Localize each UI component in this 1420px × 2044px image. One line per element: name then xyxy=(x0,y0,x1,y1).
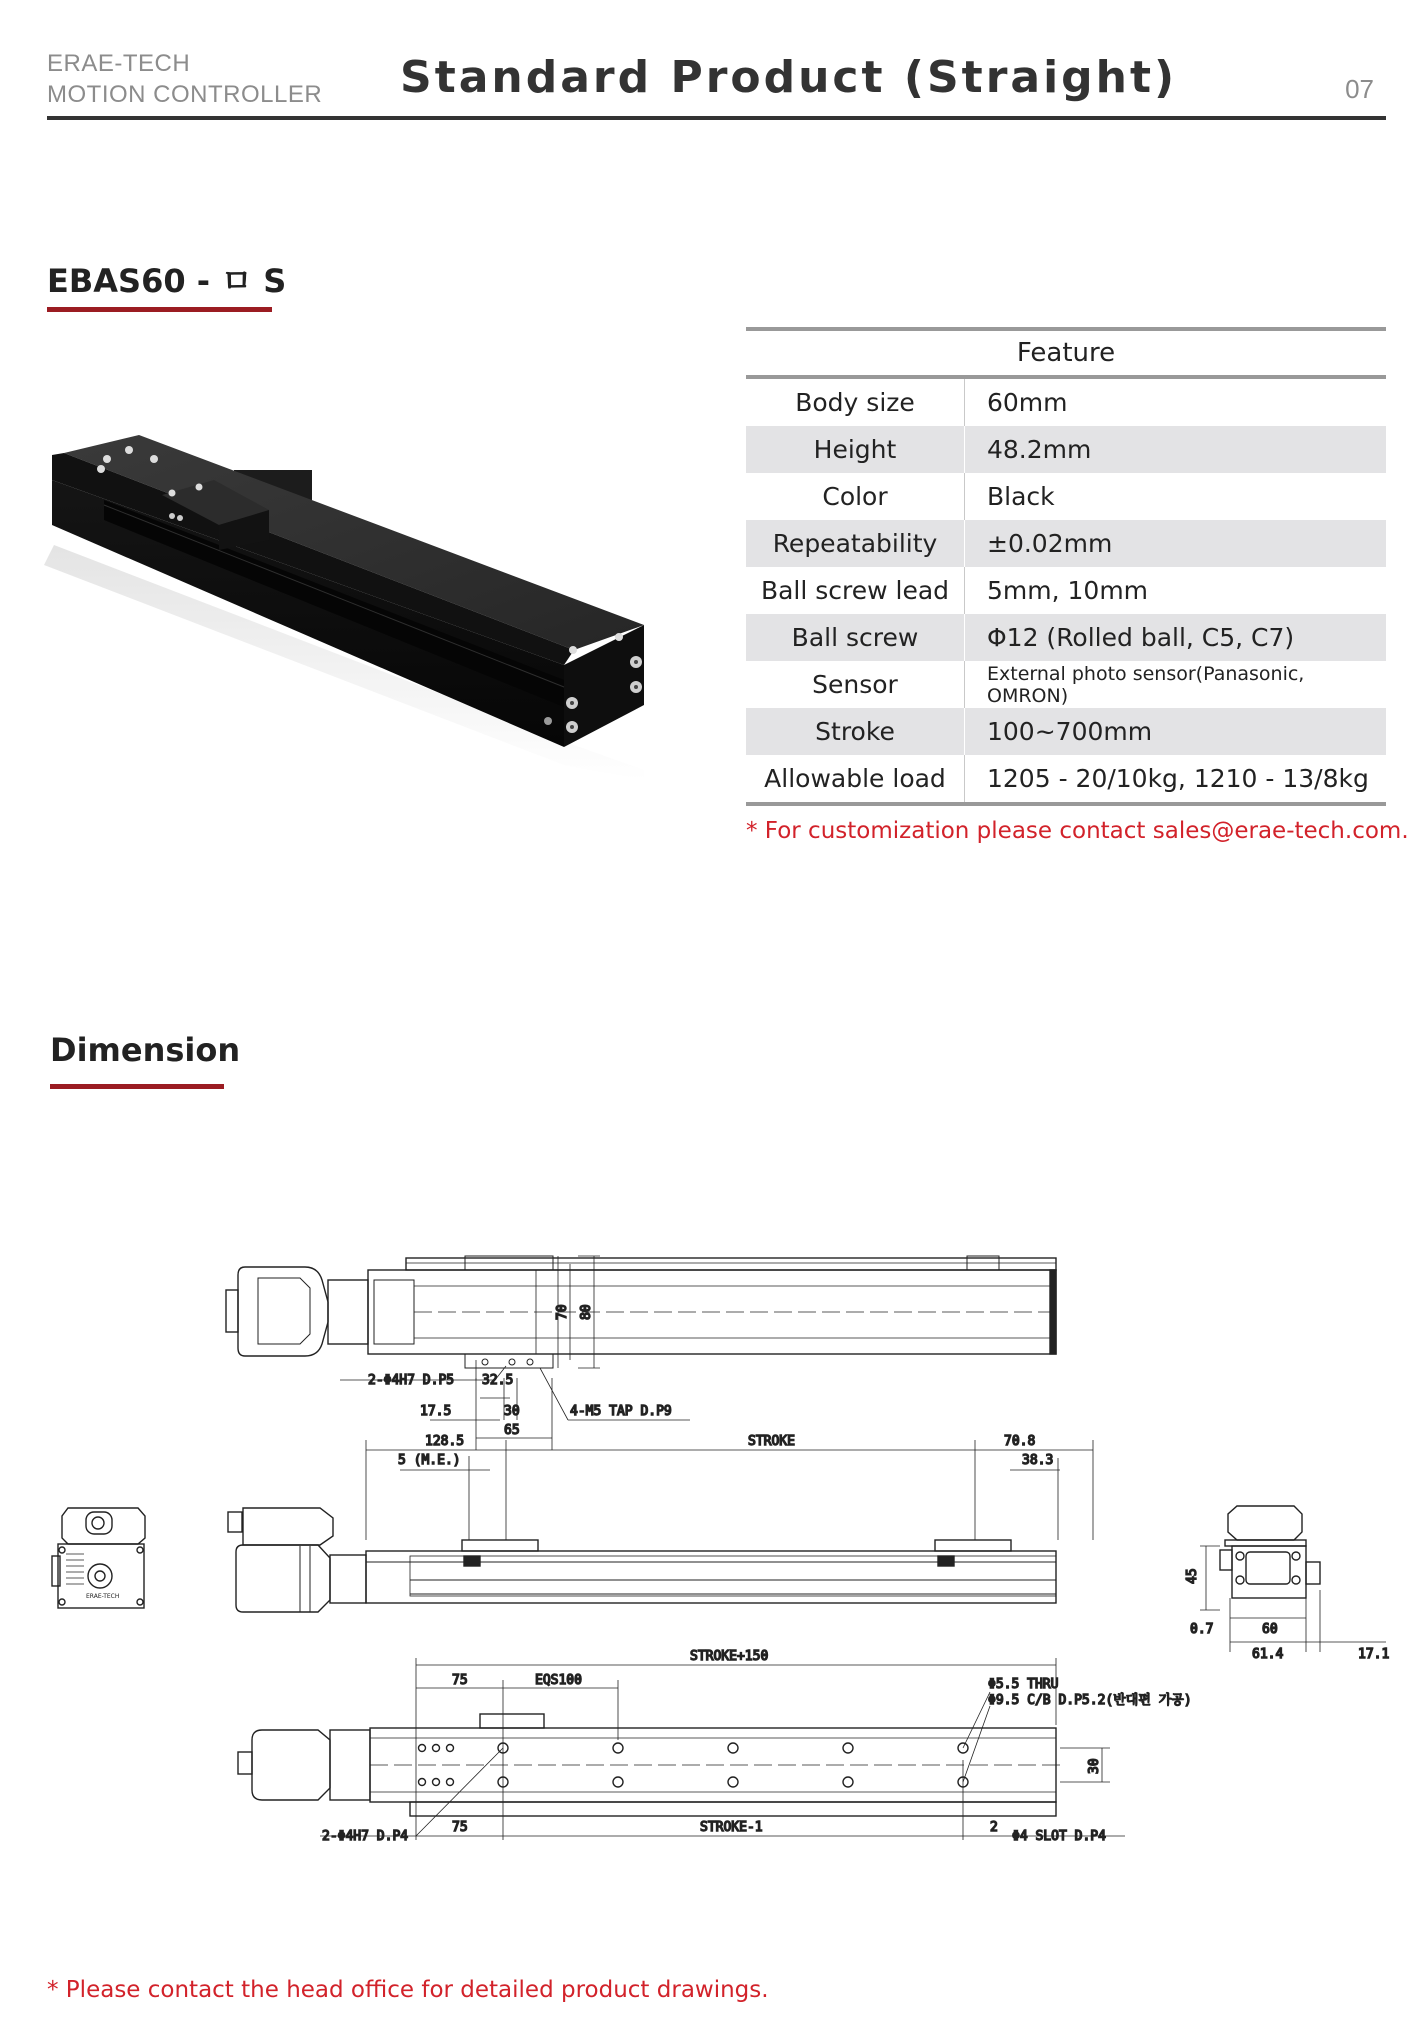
drawings-note: * Please contact the head office for detailed product drawings. xyxy=(47,1977,769,2003)
spec-key: Allowable load xyxy=(746,755,965,804)
dim-label: STROKE-1 xyxy=(700,1820,763,1835)
dim-label: EQS100 xyxy=(535,1673,582,1688)
spec-value: 5mm, 10mm xyxy=(987,576,1149,605)
page-number: 07 xyxy=(1345,74,1374,104)
dim-label: 65 xyxy=(504,1423,520,1438)
header-rule xyxy=(47,116,1386,120)
right-end-view xyxy=(1200,1506,1386,1652)
dim-label: 38.3 xyxy=(1022,1453,1054,1468)
spec-row xyxy=(746,661,1386,708)
dim-label: 17.5 xyxy=(420,1404,452,1419)
dim-label: 60 xyxy=(1262,1622,1278,1637)
dim-label: STROKE+150 xyxy=(690,1649,769,1664)
dim-label: 61.4 xyxy=(1252,1647,1284,1662)
dim-label: 30 xyxy=(1087,1758,1102,1774)
spec-key: Color xyxy=(746,473,965,520)
carriage-bolt-icon xyxy=(169,490,176,497)
dim-label: 5 (M.E.) xyxy=(398,1453,461,1468)
spec-value: ±0.02mm xyxy=(965,520,1387,567)
dim-label: 75 xyxy=(452,1673,468,1688)
dim-label: 128.5 xyxy=(425,1434,465,1449)
spec-key: Sensor xyxy=(746,661,965,708)
spec-value: 1205 - 20/10kg, 1210 - 13/8kg xyxy=(987,764,1369,793)
dim-label: Φ9.5 C/B D.P5.2(반대편 가공) xyxy=(988,1693,1192,1708)
side-view xyxy=(228,1440,1093,1612)
dim-label: 75 xyxy=(452,1820,468,1835)
product-image xyxy=(44,425,654,785)
spec-value: Black xyxy=(987,482,1055,511)
dim-label: 2-Φ4H7 D.P4 xyxy=(322,1829,409,1844)
dim-label: STROKE xyxy=(748,1434,795,1449)
dim-label: 30 xyxy=(504,1404,520,1419)
dimension-heading: Dimension xyxy=(50,1031,241,1069)
brand-line-1: ERAE-TECH xyxy=(47,50,191,77)
dim-label: 17.1 xyxy=(1358,1647,1390,1662)
spec-value: 60mm xyxy=(987,388,1068,417)
carriage-bolt-icon xyxy=(196,484,203,491)
brand-logo-icon xyxy=(88,1564,112,1588)
spec-row xyxy=(746,708,1386,755)
spec-key: Stroke xyxy=(746,708,965,755)
product-model-heading: EBAS60 - ㅁ S xyxy=(47,262,287,300)
spec-row xyxy=(746,426,1386,473)
dim-label: 4-M5 TAP D.P9 xyxy=(570,1404,672,1419)
spec-table-header-row xyxy=(746,329,1386,377)
spec-value: External photo sensor(Panasonic, OMRON) xyxy=(987,662,1305,707)
spec-key: Repeatability xyxy=(746,520,965,567)
mounting-bolt-icon xyxy=(97,465,105,473)
spec-value: 48.2mm xyxy=(965,426,1387,473)
dimension-drawing xyxy=(0,1240,1420,1860)
dim-label: 70 xyxy=(555,1304,570,1320)
spec-table xyxy=(746,327,1386,806)
spec-row xyxy=(746,377,1386,426)
dim-label: 2 xyxy=(990,1820,998,1835)
dim-label: Φ4 SLOT D.P4 xyxy=(1012,1829,1106,1844)
spec-row xyxy=(746,755,1386,804)
spec-value: Φ12 (Rolled ball, C5, C7) xyxy=(965,614,1387,661)
spec-table-header: Feature xyxy=(1016,338,1116,368)
spec-row xyxy=(746,567,1386,614)
page-title: Standard Product (Straight) xyxy=(400,52,1178,103)
spec-table-container xyxy=(746,327,1386,806)
dim-label: 70.8 xyxy=(1004,1434,1036,1449)
spec-key: Body size xyxy=(746,377,965,426)
dim-label: 45 xyxy=(1185,1568,1200,1584)
customization-note: * For customization please contact sales@erae-tech.com. xyxy=(746,818,1409,844)
spec-key: Ball screw lead xyxy=(746,567,965,614)
dim-label: Φ5.5 THRU xyxy=(988,1677,1059,1692)
top-view xyxy=(226,1256,1060,1450)
spec-row xyxy=(746,520,1386,567)
dim-label: 2-Φ4H7 D.P5 xyxy=(368,1373,455,1388)
product-heading-underline xyxy=(47,307,272,312)
spec-row xyxy=(746,473,1386,520)
brand-block xyxy=(47,48,322,110)
dim-label: 80 xyxy=(579,1304,594,1320)
spec-key: Ball screw xyxy=(746,614,965,661)
dim-label: 32.5 xyxy=(482,1373,514,1388)
spec-key: Height xyxy=(746,426,965,473)
brand-line-2: MOTION CONTROLLER xyxy=(47,81,323,108)
dim-label: 0.7 xyxy=(1190,1622,1214,1637)
spec-row xyxy=(746,614,1386,661)
dimension-heading-underline xyxy=(50,1084,224,1089)
logo-text: ERAE-TECH xyxy=(86,1593,120,1600)
spec-value: 100~700mm xyxy=(965,708,1387,755)
